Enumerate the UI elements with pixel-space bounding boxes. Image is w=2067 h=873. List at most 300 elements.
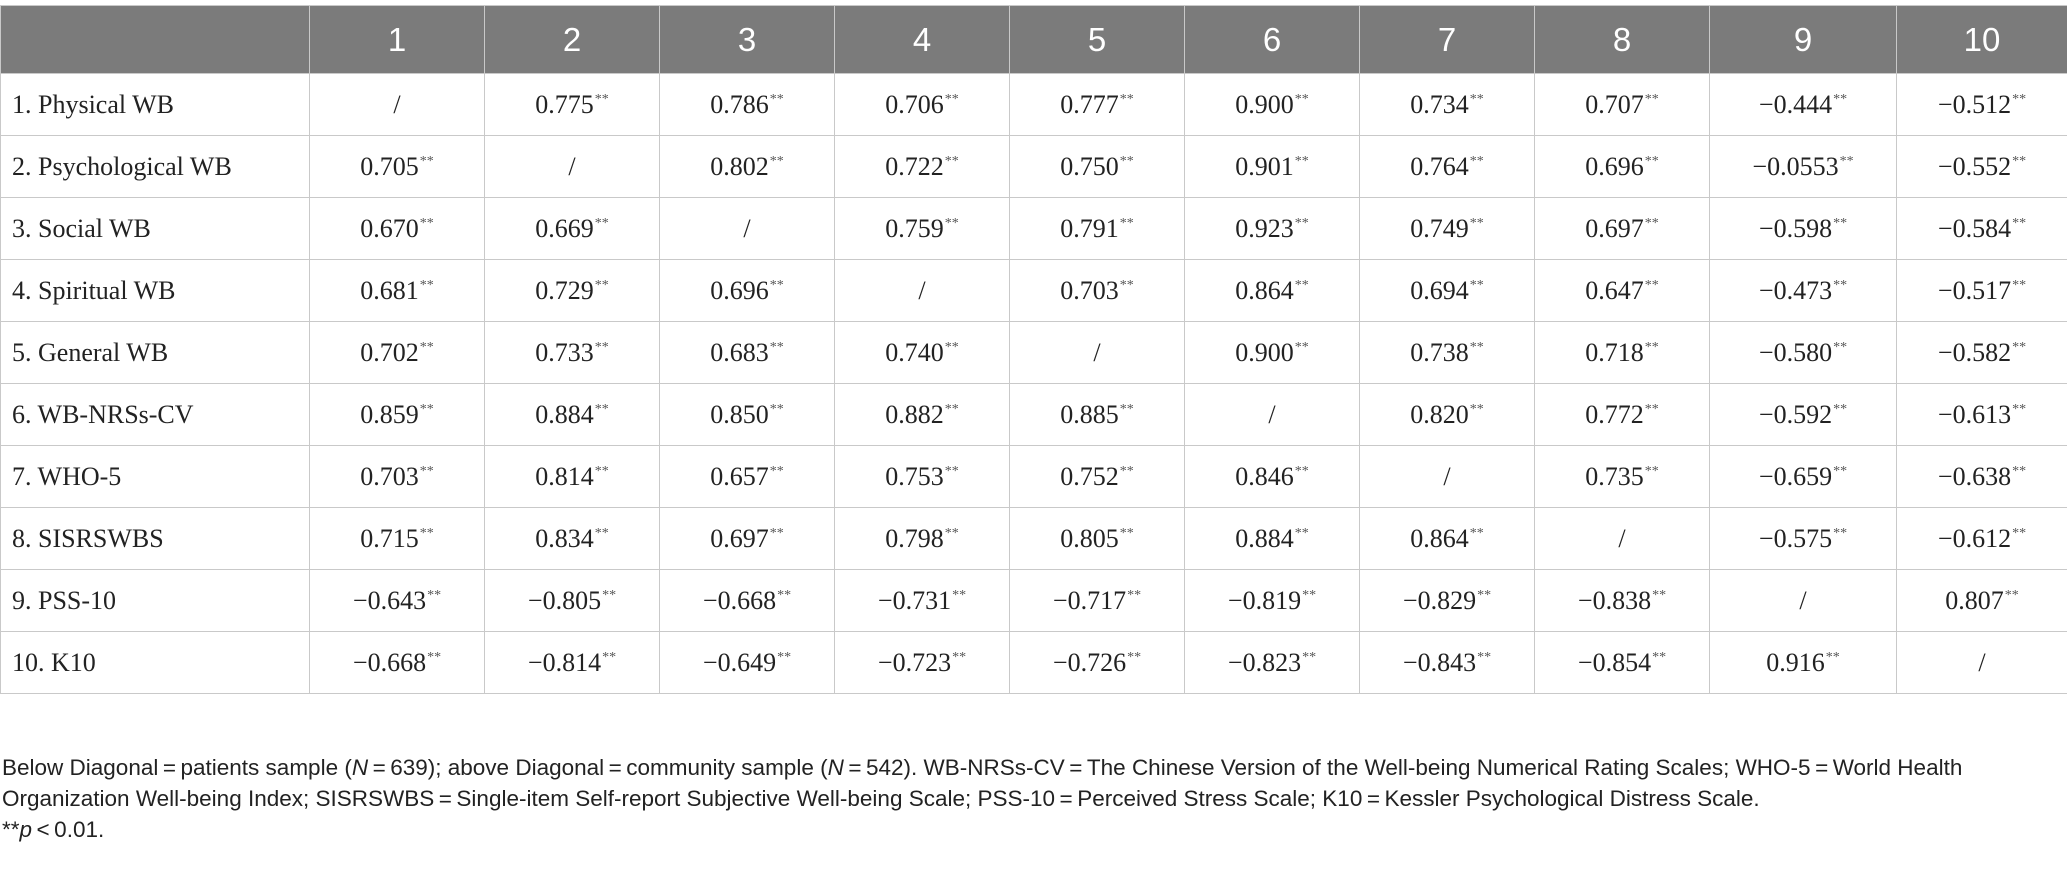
correlation-value: 0.885 — [1060, 399, 1119, 429]
row-label: 5. General WB — [1, 322, 310, 384]
significance-marker: ** — [1119, 401, 1134, 417]
column-header: 10 — [1897, 6, 2067, 74]
row-label: 2. Psychological WB — [1, 136, 310, 198]
significance-marker: ** — [602, 587, 617, 603]
correlation-cell — [1360, 570, 1535, 632]
correlation-cell — [1360, 74, 1535, 136]
significance-marker: ** — [594, 339, 609, 355]
correlation-cell — [1185, 322, 1360, 384]
correlation-cell — [310, 136, 485, 198]
significance-marker: ** — [594, 277, 609, 293]
correlation-cell — [835, 322, 1010, 384]
table-header-row — [1, 6, 2067, 74]
correlation-value: 0.697 — [710, 523, 769, 553]
column-header: 5 — [1010, 6, 1185, 74]
significance-marker: ** — [1119, 153, 1134, 169]
correlation-value: 0.916 — [1766, 647, 1825, 677]
correlation-cell — [1010, 260, 1185, 322]
table-row — [1, 632, 2067, 694]
significance-marker: ** — [419, 215, 434, 231]
correlation-cell — [1360, 632, 1535, 694]
significance-marker: ** — [1302, 649, 1317, 665]
significance-marker: ** — [2012, 401, 2027, 417]
significance-marker: ** — [769, 339, 784, 355]
correlation-value: 0.707 — [1585, 89, 1644, 119]
correlation-cell — [660, 260, 835, 322]
correlation-cell — [485, 384, 660, 446]
correlation-value: 0.864 — [1235, 275, 1294, 305]
correlation-value: −0.582 — [1937, 337, 2012, 367]
footnote-n-symbol: N — [827, 755, 844, 780]
significance-marker: ** — [2012, 91, 2027, 107]
correlation-value: 0.729 — [535, 275, 594, 305]
correlation-value: 0.846 — [1235, 461, 1294, 491]
significance-marker: ** — [2012, 277, 2027, 293]
correlation-cell — [1535, 260, 1710, 322]
significance-marker: ** — [427, 649, 442, 665]
correlation-value: 0.670 — [360, 213, 419, 243]
significance-marker: ** — [1644, 153, 1659, 169]
diagonal-cell: / — [310, 74, 485, 136]
correlation-cell — [1360, 322, 1535, 384]
significance-marker: ** — [944, 463, 959, 479]
diagonal-cell: / — [1360, 446, 1535, 508]
correlation-cell — [1185, 570, 1360, 632]
correlation-cell — [1360, 260, 1535, 322]
correlation-cell — [1710, 74, 1897, 136]
diagonal-cell: / — [835, 260, 1010, 322]
diagonal-cell: / — [1710, 570, 1897, 632]
correlation-cell — [1185, 632, 1360, 694]
significance-marker: ** — [1833, 525, 1848, 541]
row-label: 7. WHO-5 — [1, 446, 310, 508]
correlation-cell — [660, 632, 835, 694]
correlation-value: 0.734 — [1410, 89, 1469, 119]
correlation-cell — [1535, 570, 1710, 632]
correlation-cell — [485, 198, 660, 260]
correlation-cell — [1185, 260, 1360, 322]
significance-marker: ** — [1825, 649, 1840, 665]
correlation-cell — [1535, 384, 1710, 446]
correlation-cell — [1535, 632, 1710, 694]
row-label: 8. SISRSWBS — [1, 508, 310, 570]
correlation-value: 0.702 — [360, 337, 419, 367]
significance-marker: ** — [1469, 91, 1484, 107]
significance-marker: ** — [1833, 277, 1848, 293]
significance-marker: ** — [1294, 463, 1309, 479]
correlation-cell — [660, 74, 835, 136]
significance-marker: ** — [1294, 277, 1309, 293]
correlation-value: 0.718 — [1585, 337, 1644, 367]
significance-marker: ** — [1294, 91, 1309, 107]
significance-marker: ** — [944, 91, 959, 107]
correlation-cell — [835, 384, 1010, 446]
significance-marker: ** — [944, 153, 959, 169]
table-footnotes — [2, 752, 2062, 845]
correlation-cell — [835, 570, 1010, 632]
significance-marker: ** — [1652, 649, 1667, 665]
correlation-value: 0.683 — [710, 337, 769, 367]
significance-marker: ** — [1477, 649, 1492, 665]
significance-marker: ** — [1652, 587, 1667, 603]
correlation-cell — [310, 260, 485, 322]
significance-marker: ** — [1644, 339, 1659, 355]
significance-marker: ** — [2012, 463, 2027, 479]
correlation-cell — [835, 136, 1010, 198]
footnote-text: = 639); above Diagonal = community sample ( — [368, 755, 828, 780]
significance-marker: ** — [944, 215, 959, 231]
correlation-cell — [1360, 198, 1535, 260]
table-body — [1, 74, 2067, 694]
row-label: 4. Spiritual WB — [1, 260, 310, 322]
correlation-cell — [1360, 384, 1535, 446]
correlation-value: 0.859 — [360, 399, 419, 429]
significance-marker: ** — [1119, 91, 1134, 107]
correlation-value: −0.552 — [1937, 151, 2012, 181]
correlation-cell — [660, 136, 835, 198]
correlation-value: −0.512 — [1937, 89, 2012, 119]
footnote-text: < 0.01. — [32, 817, 105, 842]
correlation-value: 0.900 — [1235, 337, 1294, 367]
correlation-value: −0.643 — [352, 585, 427, 615]
significance-marker: ** — [1127, 587, 1142, 603]
correlation-value: −0.829 — [1402, 585, 1477, 615]
significance-marker: ** — [419, 525, 434, 541]
correlation-value: 0.884 — [535, 399, 594, 429]
table-row — [1, 322, 2067, 384]
table-row — [1, 446, 2067, 508]
correlation-cell — [485, 74, 660, 136]
correlation-cell — [1710, 136, 1897, 198]
correlation-cell — [660, 384, 835, 446]
correlation-cell — [1710, 384, 1897, 446]
correlation-value: −0.717 — [1052, 585, 1127, 615]
footnote-text: Below Diagonal = patients sample ( — [2, 755, 352, 780]
correlation-cell — [310, 384, 485, 446]
table-row — [1, 136, 2067, 198]
diagonal-cell: / — [1185, 384, 1360, 446]
correlation-cell — [1185, 136, 1360, 198]
correlation-cell — [1010, 632, 1185, 694]
correlation-value: 0.764 — [1410, 151, 1469, 181]
table-row — [1, 570, 2067, 632]
correlation-cell — [1535, 198, 1710, 260]
diagonal-cell: / — [1010, 322, 1185, 384]
correlation-value: 0.791 — [1060, 213, 1119, 243]
correlation-value: 0.694 — [1410, 275, 1469, 305]
row-label: 3. Social WB — [1, 198, 310, 260]
correlation-cell — [1897, 446, 2067, 508]
column-header: 8 — [1535, 6, 1710, 74]
significance-marker: ** — [419, 339, 434, 355]
significance-marker: ** — [419, 153, 434, 169]
correlation-cell — [1897, 74, 2067, 136]
significance-marker: ** — [594, 463, 609, 479]
correlation-cell — [1535, 446, 1710, 508]
correlation-value: 0.807 — [1945, 585, 2004, 615]
correlation-value: 0.834 — [535, 523, 594, 553]
significance-marker: ** — [944, 525, 959, 541]
correlation-cell — [1535, 322, 1710, 384]
correlation-cell — [1360, 136, 1535, 198]
significance-marker: ** — [769, 401, 784, 417]
significance-marker: ** — [1294, 525, 1309, 541]
correlation-cell — [1710, 322, 1897, 384]
significance-marker: ** — [769, 91, 784, 107]
correlation-cell — [660, 446, 835, 508]
correlation-cell — [310, 446, 485, 508]
correlation-value: 0.777 — [1060, 89, 1119, 119]
significance-marker: ** — [427, 587, 442, 603]
table-row — [1, 384, 2067, 446]
footnote-significance — [2, 814, 2062, 845]
correlation-cell — [1897, 322, 2067, 384]
row-label: 9. PSS-10 — [1, 570, 310, 632]
correlation-cell — [1897, 508, 2067, 570]
significance-marker: ** — [1644, 215, 1659, 231]
footnote-text: = 542). WB-NRSs-CV = The Chinese Version of the Well-being Numerical Rating Scales; WHO-5 = World Health Organization Well-being Index; SISRSWBS = Single-item Self-report Subjective Well-being Scale; PSS-10 = Perceived Stress Scale; K10 = Kessler Psychological Distress Scale. — [2, 755, 1963, 811]
footnote-n-symbol: N — [351, 755, 369, 780]
significance-marker: ** — [1294, 153, 1309, 169]
correlation-value: 0.705 — [360, 151, 419, 181]
correlation-value: 0.722 — [885, 151, 944, 181]
correlation-cell — [1897, 136, 2067, 198]
significance-marker: ** — [1644, 91, 1659, 107]
correlation-value: 0.706 — [885, 89, 944, 119]
correlation-value: −0.638 — [1937, 461, 2012, 491]
correlation-cell — [485, 322, 660, 384]
significance-marker: ** — [1294, 339, 1309, 355]
significance-marker: ** — [594, 91, 609, 107]
correlation-value: −0.584 — [1937, 213, 2012, 243]
correlation-value: 0.703 — [360, 461, 419, 491]
correlation-cell — [835, 632, 1010, 694]
header-corner-cell — [1, 6, 310, 74]
correlation-cell — [1360, 508, 1535, 570]
significance-marker: ** — [952, 649, 967, 665]
column-header: 4 — [835, 6, 1010, 74]
correlation-value: −0.819 — [1227, 585, 1302, 615]
significance-marker: ** — [1469, 215, 1484, 231]
correlation-value: −0.592 — [1758, 399, 1833, 429]
correlation-value: 0.901 — [1235, 151, 1294, 181]
correlation-value: 0.696 — [710, 275, 769, 305]
row-label: 1. Physical WB — [1, 74, 310, 136]
correlation-cell — [485, 632, 660, 694]
correlation-cell — [1185, 74, 1360, 136]
correlation-cell — [1010, 198, 1185, 260]
correlation-value: 0.798 — [885, 523, 944, 553]
correlation-value: −0.731 — [877, 585, 952, 615]
significance-marker: ** — [777, 649, 792, 665]
significance-marker: ** — [1833, 339, 1848, 355]
correlation-value: 0.752 — [1060, 461, 1119, 491]
correlation-table — [0, 5, 2067, 694]
significance-marker: ** — [602, 649, 617, 665]
column-header: 3 — [660, 6, 835, 74]
correlation-cell — [660, 508, 835, 570]
correlation-value: −0.668 — [352, 647, 427, 677]
correlation-value: 0.923 — [1235, 213, 1294, 243]
correlation-cell — [485, 446, 660, 508]
significance-marker: ** — [1644, 277, 1659, 293]
correlation-cell — [310, 632, 485, 694]
table-row — [1, 508, 2067, 570]
correlation-cell — [1897, 384, 2067, 446]
correlation-cell — [1185, 508, 1360, 570]
significance-marker: ** — [1833, 215, 1848, 231]
significance-marker: ** — [769, 153, 784, 169]
correlation-cell — [1897, 570, 2067, 632]
correlation-cell — [1010, 136, 1185, 198]
correlation-cell — [1897, 198, 2067, 260]
correlation-cell — [1535, 74, 1710, 136]
correlation-cell — [310, 198, 485, 260]
correlation-value: 0.884 — [1235, 523, 1294, 553]
footnote-abbreviations — [2, 752, 2062, 814]
correlation-cell — [835, 74, 1010, 136]
correlation-value: 0.850 — [710, 399, 769, 429]
correlation-cell — [1710, 446, 1897, 508]
correlation-value: 0.669 — [535, 213, 594, 243]
correlation-value: 0.697 — [1585, 213, 1644, 243]
significance-marker: ** — [769, 463, 784, 479]
footnote-sig-marker: ** — [2, 817, 20, 842]
correlation-cell — [485, 508, 660, 570]
column-header: 6 — [1185, 6, 1360, 74]
significance-marker: ** — [952, 587, 967, 603]
correlation-value: 0.750 — [1060, 151, 1119, 181]
correlation-value: 0.772 — [1585, 399, 1644, 429]
correlation-value: 0.753 — [885, 461, 944, 491]
correlation-value: −0.575 — [1758, 523, 1833, 553]
column-header: 1 — [310, 6, 485, 74]
correlation-value: −0.612 — [1937, 523, 2012, 553]
correlation-cell — [485, 570, 660, 632]
column-header: 7 — [1360, 6, 1535, 74]
significance-marker: ** — [1833, 463, 1848, 479]
significance-marker: ** — [2012, 215, 2027, 231]
significance-marker: ** — [1469, 153, 1484, 169]
column-header: 2 — [485, 6, 660, 74]
correlation-value: 0.733 — [535, 337, 594, 367]
correlation-value: −0.659 — [1758, 461, 1833, 491]
correlation-value: −0.668 — [702, 585, 777, 615]
diagonal-cell: / — [1535, 508, 1710, 570]
row-label: 6. WB-NRSs-CV — [1, 384, 310, 446]
correlation-value: −0.473 — [1758, 275, 1833, 305]
significance-marker: ** — [1644, 463, 1659, 479]
significance-marker: ** — [1119, 215, 1134, 231]
significance-marker: ** — [2004, 587, 2019, 603]
significance-marker: ** — [1302, 587, 1317, 603]
significance-marker: ** — [1294, 215, 1309, 231]
correlation-value: 0.900 — [1235, 89, 1294, 119]
significance-marker: ** — [1119, 463, 1134, 479]
significance-marker: ** — [1127, 649, 1142, 665]
correlation-value: 0.735 — [1585, 461, 1644, 491]
correlation-cell — [1010, 74, 1185, 136]
correlation-cell — [835, 508, 1010, 570]
significance-marker: ** — [419, 277, 434, 293]
significance-marker: ** — [1119, 277, 1134, 293]
significance-marker: ** — [1469, 525, 1484, 541]
correlation-value: −0.649 — [702, 647, 777, 677]
significance-marker: ** — [769, 277, 784, 293]
correlation-value: 0.759 — [885, 213, 944, 243]
correlation-cell — [310, 322, 485, 384]
correlation-value: 0.715 — [360, 523, 419, 553]
significance-marker: ** — [1644, 401, 1659, 417]
significance-marker: ** — [1833, 401, 1848, 417]
column-header: 9 — [1710, 6, 1897, 74]
correlation-cell — [1010, 508, 1185, 570]
correlation-value: 0.740 — [885, 337, 944, 367]
correlation-cell — [1010, 446, 1185, 508]
correlation-value: −0.444 — [1758, 89, 1833, 119]
table-row — [1, 198, 2067, 260]
correlation-value: −0.838 — [1577, 585, 1652, 615]
significance-marker: ** — [2012, 153, 2027, 169]
significance-marker: ** — [1839, 153, 1854, 169]
correlation-value: 0.657 — [710, 461, 769, 491]
table-row — [1, 260, 2067, 322]
significance-marker: ** — [2012, 525, 2027, 541]
correlation-value: 0.738 — [1410, 337, 1469, 367]
significance-marker: ** — [419, 401, 434, 417]
correlation-value: 0.696 — [1585, 151, 1644, 181]
significance-marker: ** — [594, 401, 609, 417]
correlation-cell — [1185, 198, 1360, 260]
correlation-cell — [1185, 446, 1360, 508]
significance-marker: ** — [594, 525, 609, 541]
significance-marker: ** — [1477, 587, 1492, 603]
significance-marker: ** — [777, 587, 792, 603]
correlation-cell — [1010, 570, 1185, 632]
correlation-cell — [485, 260, 660, 322]
correlation-cell — [660, 570, 835, 632]
correlation-value: −0.598 — [1758, 213, 1833, 243]
correlation-value: 0.864 — [1410, 523, 1469, 553]
correlation-value: −0.805 — [527, 585, 602, 615]
correlation-cell — [1710, 508, 1897, 570]
correlation-cell — [1010, 384, 1185, 446]
correlation-value: 0.749 — [1410, 213, 1469, 243]
correlation-value: −0.580 — [1758, 337, 1833, 367]
correlation-value: −0.613 — [1937, 399, 2012, 429]
significance-marker: ** — [594, 215, 609, 231]
significance-marker: ** — [1119, 525, 1134, 541]
correlation-cell — [835, 198, 1010, 260]
diagonal-cell: / — [485, 136, 660, 198]
correlation-value: −0.726 — [1052, 647, 1127, 677]
correlation-value: −0.723 — [877, 647, 952, 677]
correlation-value: 0.647 — [1585, 275, 1644, 305]
significance-marker: ** — [1469, 401, 1484, 417]
correlation-value: 0.786 — [710, 89, 769, 119]
correlation-value: 0.814 — [535, 461, 594, 491]
significance-marker: ** — [1833, 91, 1848, 107]
correlation-cell — [1710, 198, 1897, 260]
significance-marker: ** — [944, 401, 959, 417]
correlation-value: 0.882 — [885, 399, 944, 429]
correlation-value: −0.823 — [1227, 647, 1302, 677]
correlation-cell — [1535, 136, 1710, 198]
correlation-value: 0.681 — [360, 275, 419, 305]
correlation-value: 0.805 — [1060, 523, 1119, 553]
correlation-value: 0.802 — [710, 151, 769, 181]
diagonal-cell: / — [660, 198, 835, 260]
